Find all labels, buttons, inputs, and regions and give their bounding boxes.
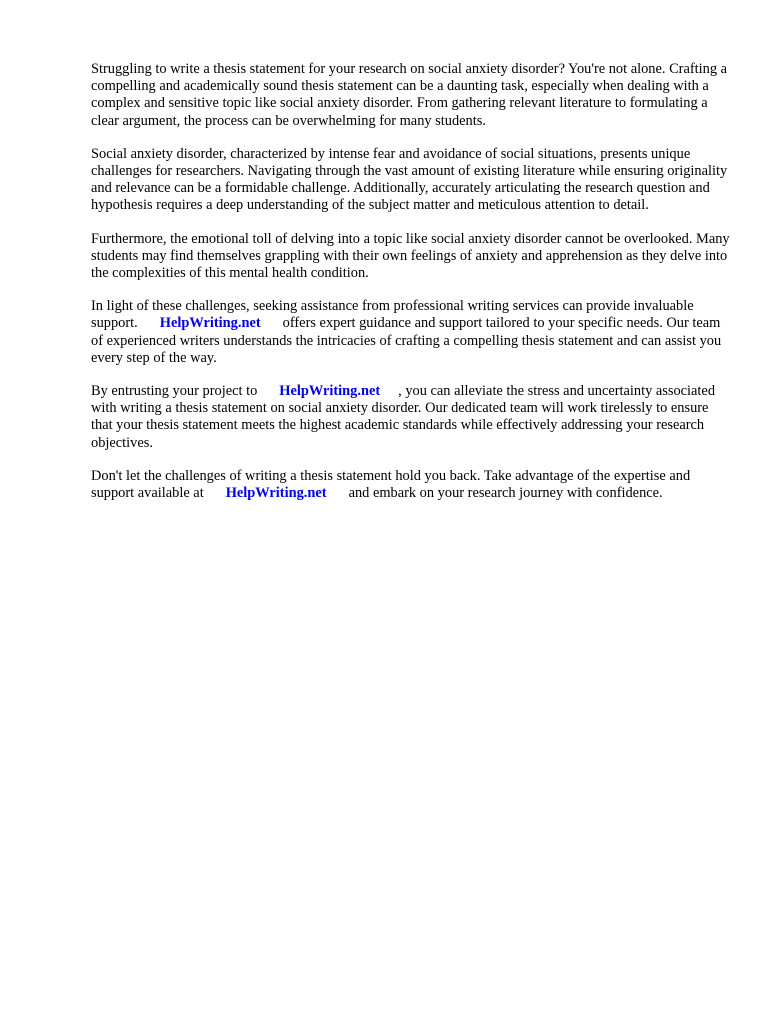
paragraph-entrusting — [91, 383, 731, 452]
paragraph-text: and embark on your research journey with confidence. — [348, 485, 663, 502]
helpwriting-link[interactable]: HelpWriting.net — [225, 485, 327, 502]
paragraph-challenges: Social anxiety disorder, characterized by intense fear and avoidance of social situations, presents unique challenges for researchers. Navigating through the vast amount of existing literature while ensuring originality and relevance can be a formidable challenge. Additionally, accurately articulating the research question and hypothesis requires a deep understanding of the subject matter and meticulous attention to detail. — [91, 145, 728, 214]
document-body — [91, 61, 731, 518]
paragraph-text: Don't let the challenges of writing a thesis statement hold you back. Take advantage of the expertise and support available at — [91, 467, 691, 502]
helpwriting-link[interactable]: HelpWriting.net — [159, 315, 261, 332]
paragraph-emotional-toll: Furthermore, the emotional toll of delving into a topic like social anxiety disorder cannot be overlooked. Many students may find themselves grappling with their own feelings of anxiety and apprehension as they delve into the complexities of this mental health condition. — [91, 230, 730, 282]
helpwriting-link[interactable]: HelpWriting.net — [279, 383, 381, 400]
paragraph-text: , you can alleviate the stress and uncertainty associated with writing a thesis statement on social anxiety disorder. Our dedicated team will work tirelessly to ensure that your thesis statement meets the highest academic standards while effectively addressing your research objectives. — [91, 383, 716, 451]
paragraph-text: In light of these challenges, seeking assistance from professional writing services can provide invaluable support. — [91, 298, 694, 332]
paragraph-text: By entrusting your project to — [91, 383, 258, 400]
paragraph-text: offers expert guidance and support tailored to your specific needs. Our team of experienced writers understands the intricacies of crafting a compelling thesis statement and can assist you every step of the way. — [91, 315, 722, 366]
paragraph-closing — [91, 468, 731, 502]
paragraph-intro: Struggling to write a thesis statement for your research on social anxiety disorder? You're not alone. Crafting a compelling and academically sound thesis statement can be a daunting task, especially when dealing with a complex and sensitive topic like social anxiety disorder. From gathering relevant literature to formulating a clear argument, the process can be overwhelming for many students. — [91, 61, 728, 129]
paragraph-assistance — [91, 298, 731, 367]
